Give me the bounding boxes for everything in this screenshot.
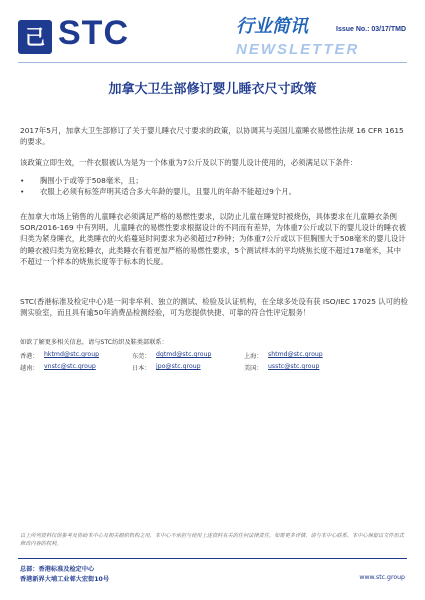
email-link[interactable]: shtmd@stc.group <box>268 351 323 358</box>
contact-section <box>20 337 408 375</box>
newsletter-subtitle: NEWSLETTER <box>236 41 360 58</box>
requirements-list <box>20 175 408 197</box>
stc-logo-icon <box>18 20 52 54</box>
email-link[interactable]: vnstc@stc.group <box>44 363 96 370</box>
footer-street: 香港新界大埔工业邨大宏街10号 <box>20 575 110 583</box>
contact-intro: 如欲了解更多相关信息，请与STC纺织及鞋类部联系： <box>20 339 168 346</box>
contact-row <box>20 363 408 372</box>
list-item-text: 胸围小于或等于508毫米，且； <box>40 176 143 185</box>
email-link[interactable]: dgtmd@stc.group <box>156 351 212 358</box>
paragraph-4: STC(香港标准及检定中心)是一间非牟利、独立的测试、检验及认证机构，在全球多处设有获 ISO/IEC 17025 认可的检测实验室，而且具有逾50年消费品检测经验，可为您提供快捷、可靠的符合性评定服务！ <box>20 297 408 318</box>
contact-vn: 越南： vnstc@stc.group <box>20 363 96 372</box>
list-item <box>20 186 408 197</box>
contact-jp: 日本： jpo@stc.group <box>132 363 201 372</box>
footer-divider <box>18 558 407 559</box>
bullet-icon: • <box>20 176 25 185</box>
footer-hq: 总部：香港标准及检定中心 <box>20 566 95 573</box>
article-title: 加拿大卫生部修订婴儿睡衣尺寸政策 <box>108 82 317 97</box>
email-link[interactable]: jpo@stc.group <box>156 363 201 370</box>
contact-dg: 东莞： dgtmd@stc.group <box>132 351 212 360</box>
contact-us: 美国： usstc@stc.group <box>244 363 320 372</box>
paragraph-2: 该政策立即生效，一件衣服被认为是为一个体重为7公斤及以下的婴儿设计使用的，必须满足以下条件： <box>20 158 358 167</box>
disclaimer: 以上所列资料仅供参考及协助本中心及相关组织机构之用，本中心不承担与使用上述资料有关的任何法律责任。如需更多详情，请与本中心联系。本中心保留以文件形式修改内容的权利。 <box>20 533 404 547</box>
list-item-text: 衣服上必须有标签声明其适合多大年龄的婴儿，且婴儿的年龄不能超过9个月。 <box>40 187 296 197</box>
newsletter-title: 行业简讯 <box>236 16 308 37</box>
bullet-icon: • <box>20 187 25 197</box>
contact-sh: 上海： shtmd@stc.group <box>244 351 323 360</box>
newsletter-header <box>0 0 425 60</box>
contact-row <box>20 351 408 360</box>
list-item <box>20 175 408 186</box>
paragraph-1: 2017年5月，加拿大卫生部修订了关于婴儿睡衣尺寸要求的政策，以协调其与美国儿童睡衣易燃性法规 16 CFR 1615 的要求。 <box>20 126 404 147</box>
email-link[interactable]: usstc@stc.group <box>268 363 320 370</box>
contact-hk: 香港： hktmd@stc.group <box>20 351 100 360</box>
footer-website-link[interactable]: www.stc.group <box>359 574 405 581</box>
email-link[interactable]: hktmd@stc.group <box>44 351 100 358</box>
header-divider <box>18 62 407 63</box>
logo-text: STC <box>58 14 129 52</box>
issue-number: Issue No.: 03/17/TMD <box>336 26 407 33</box>
paragraph-3: 在加拿大市场上销售的儿童睡衣必须满足严格的易燃性要求，以防止儿童在睡觉时被烧伤，具体要求在儿童睡衣条例 SOR/2016-169 中有列明。儿童睡衣的易燃性要求根据设计的不同而有差异，为体重7公斤或以下的婴儿设计的睡衣被归类为紧身睡衣，此类睡衣的火焰蔓延时间要求为必须超过7秒钟；为体重7公斤或以下但胸围大于508毫米的婴儿设计的睡衣被归类为宽松睡衣，此类睡衣有着更加严格的易燃性要求，5个测试样本的平均烧焦长度不超过178毫米，其中不超过一个样本的烧焦长度等于标本的长度。 <box>20 212 406 266</box>
logo-mark: 己 <box>25 25 45 49</box>
footer-address <box>20 565 109 584</box>
